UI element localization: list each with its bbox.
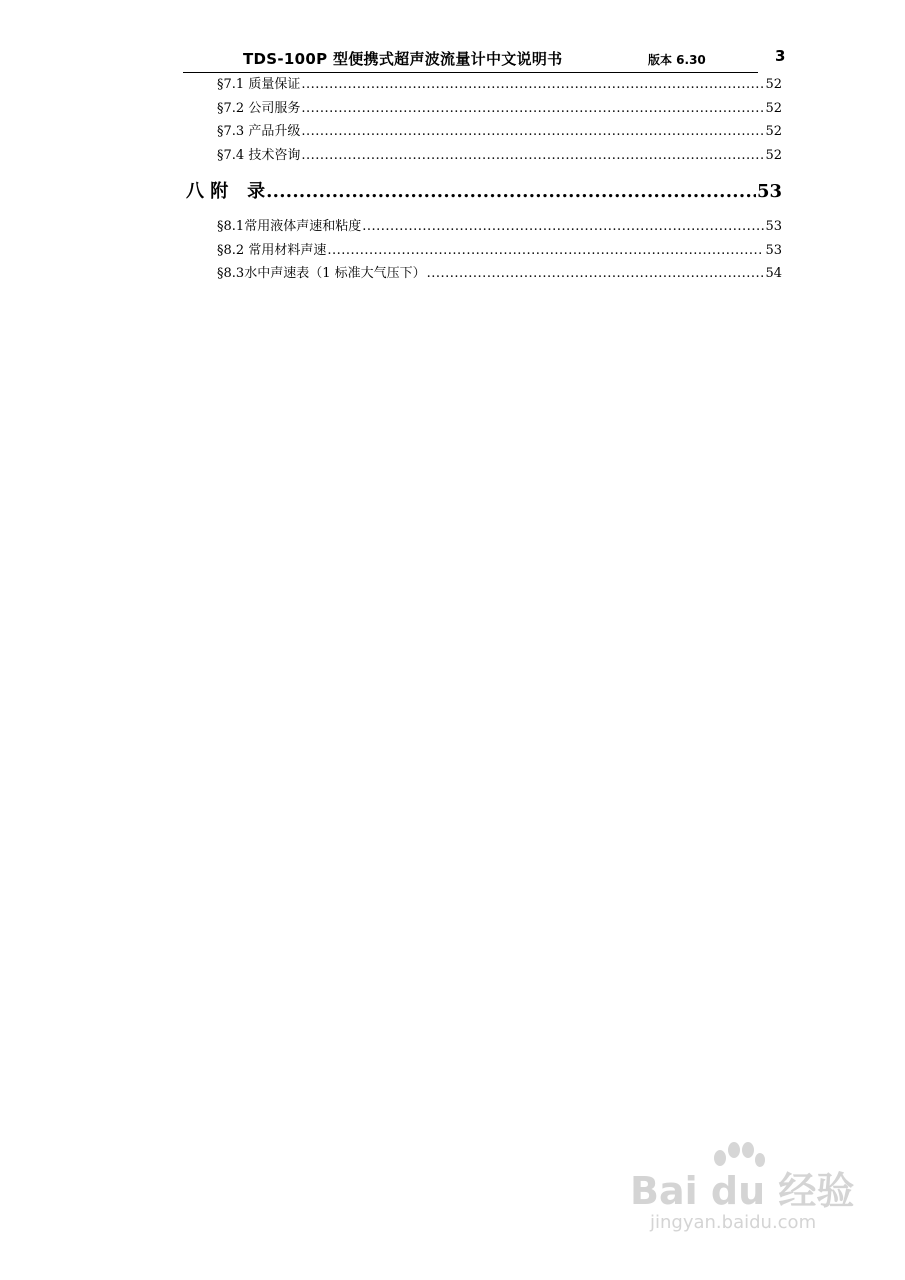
dot-leader — [301, 146, 764, 166]
toc-entry-title: 公司服务 — [248, 101, 301, 116]
baidu-jingyan-watermark — [630, 1140, 860, 1250]
toc-entry-page: 52 — [765, 101, 782, 116]
toc-entry-page: 53 — [765, 219, 782, 234]
dot-leader — [327, 241, 764, 261]
dot-leader — [362, 217, 764, 237]
document-title: TDS-100P 型便携式超声波流量计中文说明书 — [243, 50, 563, 68]
watermark-logo-text: Bai du 经验 — [630, 1169, 855, 1213]
toc-entry-title: 常用材料声速 — [248, 243, 327, 258]
toc-entry-title: 常用液体声速和粘度 — [244, 219, 362, 234]
toc-chapter-page: 53 — [756, 181, 782, 202]
toc-entry-8-1[interactable] — [217, 217, 782, 237]
document-version: 版本 6.30 — [648, 53, 706, 67]
toc-entry-title: 产品升级 — [248, 124, 301, 139]
toc-entry-page: 54 — [765, 266, 782, 281]
toc-chapter-8[interactable] — [186, 179, 782, 205]
toc-entry-7-3[interactable] — [217, 122, 782, 142]
toc-entry-number: §8.3 — [217, 266, 245, 281]
toc-entry-page: 52 — [765, 77, 782, 92]
toc-entry-8-2[interactable] — [217, 241, 782, 261]
toc-entry-7-4[interactable] — [217, 146, 782, 166]
dot-leader — [301, 75, 764, 95]
toc-entry-number: §8.1 — [217, 219, 245, 234]
dot-leader — [301, 99, 764, 119]
toc-entry-page: 52 — [765, 148, 782, 163]
toc-entry-page: 52 — [765, 124, 782, 139]
toc-entry-8-3[interactable] — [217, 264, 782, 284]
toc-entry-number: §7.1 — [217, 77, 245, 92]
page-number: 3 — [775, 47, 786, 65]
dot-leader — [301, 122, 764, 142]
toc-entry-page: 53 — [765, 243, 782, 258]
page-header — [183, 44, 758, 73]
toc-entry-7-2[interactable] — [217, 99, 782, 119]
watermark-url: jingyan.baidu.com — [650, 1212, 817, 1233]
toc-entry-number: §8.2 — [217, 243, 245, 258]
toc-entry-title: 技术咨询 — [248, 148, 301, 163]
toc-entry-title: 质量保证 — [248, 77, 301, 92]
toc-entry-number: §7.4 — [217, 148, 245, 163]
toc-entry-7-1[interactable] — [217, 75, 782, 95]
toc-entry-title: 水中声速表（1 标准大气压下） — [244, 266, 426, 281]
toc-entry-number: §7.3 — [217, 124, 245, 139]
toc-entry-number: §7.2 — [217, 101, 245, 116]
dot-leader — [266, 179, 756, 205]
dot-leader — [427, 264, 765, 284]
toc-chapter-title: 八 附 录 — [186, 181, 266, 202]
